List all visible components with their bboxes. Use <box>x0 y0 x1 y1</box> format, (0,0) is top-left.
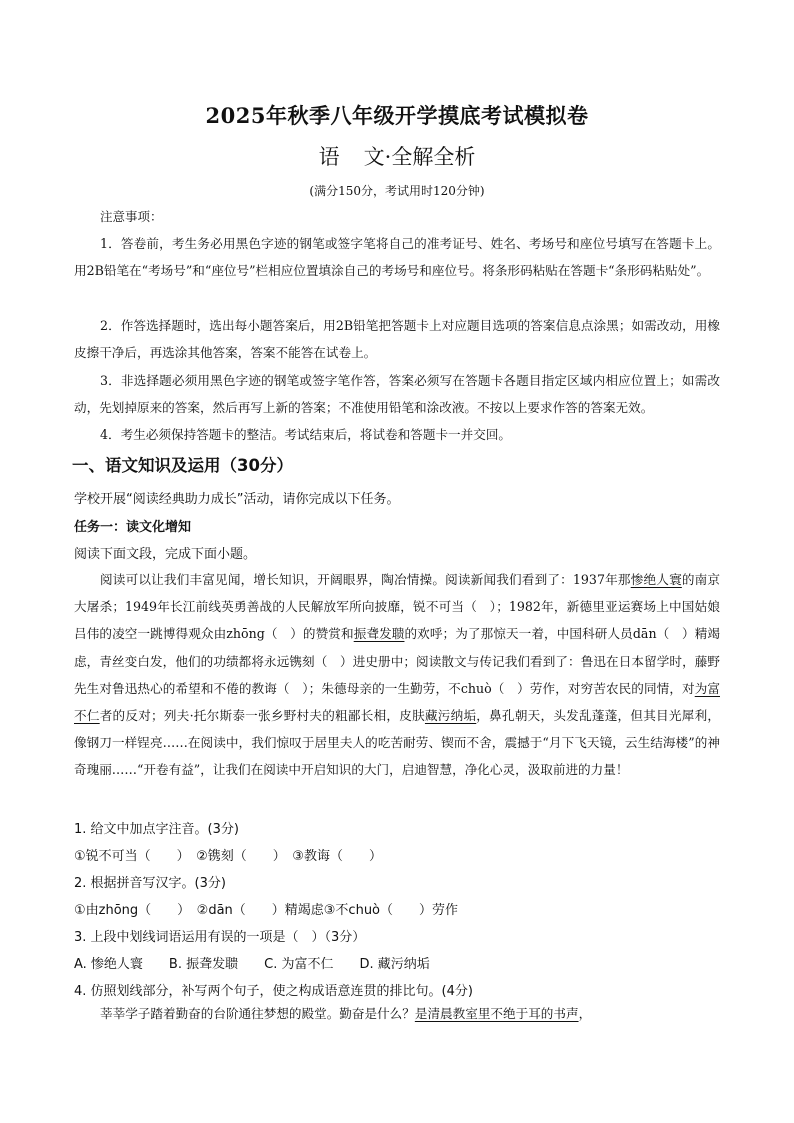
section-heading: 一、语文知识及运用（30分） <box>72 456 293 475</box>
question-2-options: ①由zhōng（ ） ②dān（ ）精竭虑③不chuò（ ）劳作 <box>74 903 459 918</box>
task1-heading: 任务一：读文化增知 <box>74 520 192 535</box>
underlined-word-3: 为富不仁 <box>74 680 720 724</box>
activity-intro: 学校开展“阅读经典助力成长”活动，请你完成以下任务。 <box>74 492 400 507</box>
notice-item-1: 1．答卷前，考生务必用黑色字迹的钢笔或签字笔将自己的准考证号、姓名、考场号和座位号填写在答题卡上。用2B铅笔在“考场号”和“座位号”栏相应位置填涂自己的考场号和座位号。将条形码粘贴在答题卡“条形码粘贴处”。 <box>74 236 720 278</box>
question-2: 2. 根据拼音写汉字。(3分) <box>74 876 226 891</box>
question-1-options: ①锐不可当（ ） ②镌刻（ ） ③教诲（ ） <box>74 849 382 864</box>
notice-heading: 注意事项： <box>100 209 163 224</box>
passage-text-4: 者的反对；列夫·托尔斯泰一张乡野村夫的粗鄙长相，皮肤 <box>99 708 425 724</box>
score-note: (满分150分，考试用时120分钟) <box>309 184 485 198</box>
q4-underlined: 是清晨教室里不绝于耳的书声 <box>414 1006 579 1021</box>
question-4: 4. 仿照划线部分，补写两个句子，使之构成语意连贯的排比句。(4分) <box>74 984 473 999</box>
question-1: 1. 给文中加点字注音。(3分) <box>74 822 239 837</box>
notice-item-4: 4．考生必须保持答题卡的整洁。考试结束后，将试卷和答题卡一并交回。 <box>100 427 512 442</box>
underlined-word-1: 惨绝人寰 <box>630 572 682 587</box>
passage-text-1: 阅读可以让我们丰富见闻，增长知识，开阔眼界，陶冶情操。阅读新闻我们看到了：1937年那 <box>100 572 631 587</box>
notice-item-3: 3．非选择题必须用黑色字迹的钢笔或签字笔作答，答案必须写在答题卡各题目指定区域内相应位置上；如需改动，先划掉原来的答案，然后再写上新的答案；不准使用铅笔和涂改液。不按以上要求作答的答案无效。 <box>74 373 720 415</box>
task1-instruction: 阅读下面文段，完成下面小题。 <box>74 547 257 562</box>
question-3: 3. 上段中划线词语运用有误的一项是（ ）（3分） <box>74 930 366 945</box>
underlined-word-2: 振聋发聩 <box>353 626 405 642</box>
subject-rest: 文·全解全析 <box>363 145 476 169</box>
q4-text-b: ， <box>578 1006 592 1021</box>
passage-text-3: 的欢呼；为了那惊天一着，中国科研人员dān（ ）精竭虑，青丝变白发，他们的功绩都将永远镌刻（ ）进史册中；阅读散文与传记我们看到了：鲁迅在日本留学时，藤野先生对鲁迅热心的希望和不倦的教诲（ ）；朱德母亲的一生勤劳，不chuò（ ）劳作，对穷苦农民的同情，对 <box>74 626 721 696</box>
exam-subtitle <box>0 141 794 171</box>
subject-char: 语 <box>318 145 340 169</box>
notice-item-2: 2．作答选择题时，选出每小题答案后，用2B铅笔把答题卡上对应题目选项的答案信息点涂黑；如需改动，用橡皮擦干净后，再选涂其他答案，答案不能答在试卷上。 <box>74 318 720 360</box>
exam-title: 2025年秋季八年级开学摸底考试模拟卷 <box>205 103 589 128</box>
passage-text-2: 的南京大屠杀；1949年长江前线英勇善战的人民解放军所向披靡，锐不可当（ ）；1982年，新德里亚运赛场上中国姑娘吕伟的凌空一跳博得观众由zhōng（ ）的赞赏和 <box>74 572 720 642</box>
question-3-options: A. 惨绝人寰 B. 振聋发聩 C. 为富不仁 D. 藏污纳垢 <box>74 957 430 972</box>
q4-text-a: 莘莘学子踏着勤奋的台阶通往梦想的殿堂。勤奋是什么？ <box>100 1006 415 1021</box>
reading-passage <box>74 566 720 784</box>
question-4-text <box>74 1003 720 1022</box>
underlined-word-4: 藏污纳垢 <box>424 708 477 724</box>
passage-text-5: ，鼻孔朝天，头发乱蓬蓬，但其目光犀利，像钢刀一样锃亮……在阅读中，我们惊叹于居里夫人的吃苦耐劳、锲而不舍，震撼于“月下飞天镜，云生结海楼”的神奇瑰丽……“开卷有益”，让我们在阅读中开启知识的大门，启迪智慧，净化心灵，汲取前进的力量！ <box>74 708 721 778</box>
